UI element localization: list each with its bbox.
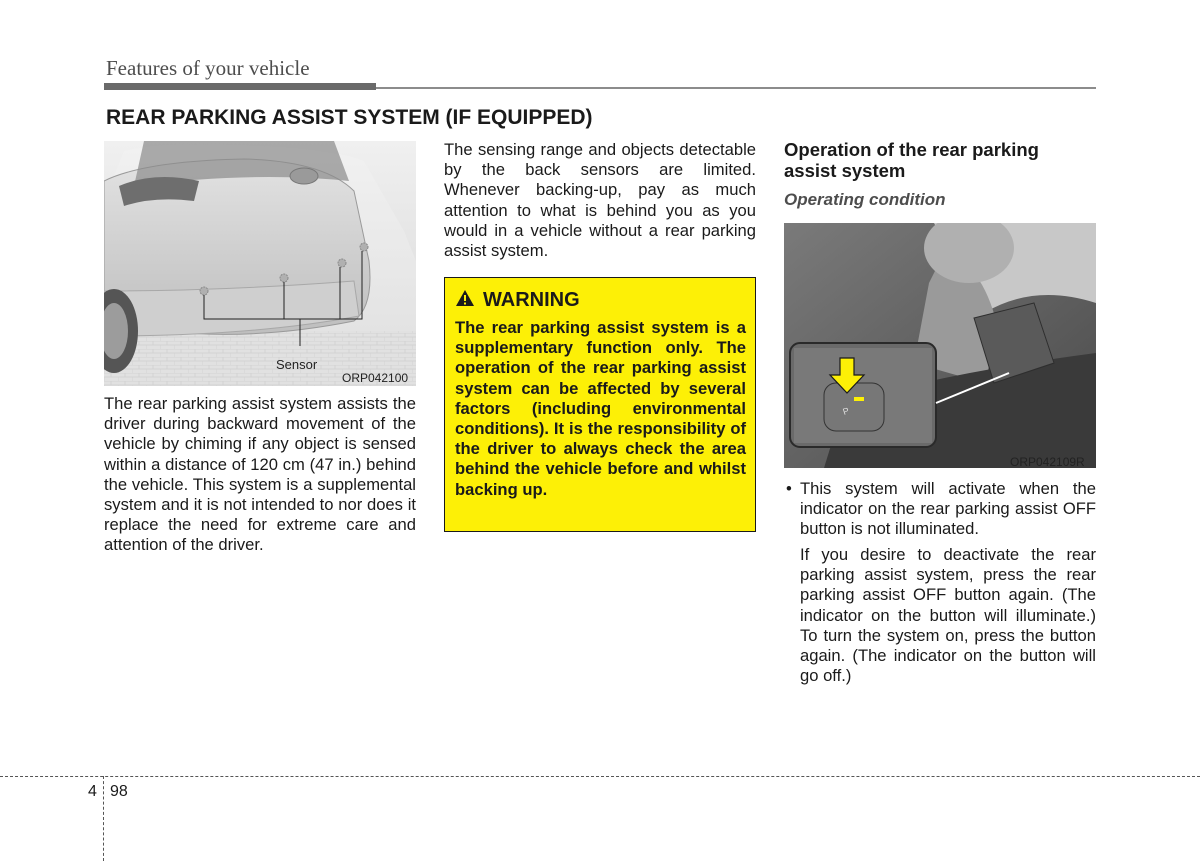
section-title: REAR PARKING ASSIST SYSTEM (IF EQUIPPED) — [106, 106, 593, 129]
header-rule-light — [376, 87, 1096, 89]
footer-rule — [0, 776, 1200, 777]
activation-paragraph: This system will activate when the indicator on the rear parking assist OFF button is not illuminated. — [800, 479, 1096, 539]
figure-code: ORP042100 — [342, 371, 409, 385]
warning-body: The rear parking assist system is a supplementary function only. The operation of the rear parking assist system can be affected by several factors (including environmental conditions). It is the responsibility of the driver to always check the area behind the vehicle before and whilst backing up. — [455, 318, 746, 499]
running-header: Features of your vehicle — [106, 56, 310, 80]
warning-title: WARNING — [483, 289, 580, 311]
sensor-label: Sensor — [276, 357, 318, 372]
warning-box — [444, 277, 756, 532]
deactivation-paragraph: If you desire to deactivate the rear parking assist system, press the rear parking assist OFF button again. (The indicator on the button will illuminate.) To turn the system on, press the button again. (The indicator on the button will go off.) — [800, 545, 1096, 686]
sensing-range-paragraph: The sensing range and objects detectable by the back sensors are limited. Whenever backing-up, pay as much attention to what is behind you as you would in a vehicle without a rear parking assist system. — [444, 140, 756, 261]
warning-header — [455, 289, 580, 312]
warning-triangle-icon — [455, 289, 475, 312]
header-rule-dark — [104, 83, 376, 90]
svg-text:P: P — [841, 405, 851, 417]
footer-divider — [103, 776, 104, 861]
figure-code: ORP042109R — [1010, 455, 1085, 468]
page-number: 98 — [110, 783, 128, 800]
chapter-number: 4 — [88, 783, 97, 800]
intro-paragraph: The rear parking assist system assists the driver during backward movement of the vehicle by chiming if any object is sensed within a distance of 120 cm (47 in.) behind the vehicle. This system is a supplemental system and it is not intended to nor does it replace the need for extreme care and attention of the driver. — [104, 394, 416, 555]
operating-condition-subheading: Operating condition — [784, 190, 946, 209]
operation-heading: Operation of the rear parking assist system — [784, 139, 1039, 181]
bullet-marker: • — [786, 479, 792, 498]
rear-car-illustration — [104, 141, 416, 386]
shift-console-illustration — [784, 223, 1096, 468]
